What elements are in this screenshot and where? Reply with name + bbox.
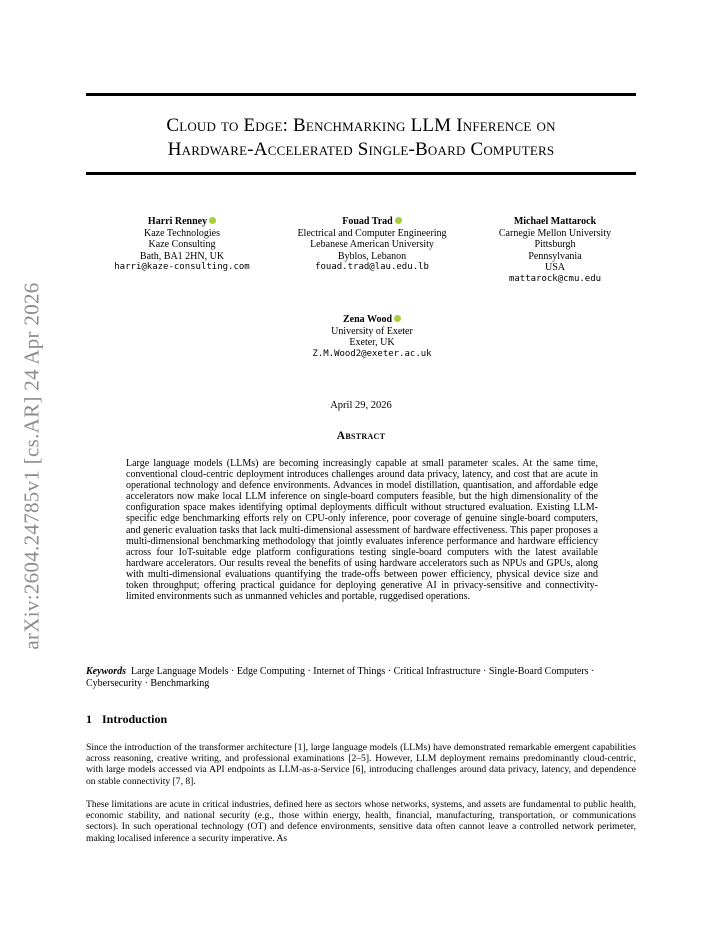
orcid-icon[interactable] bbox=[395, 217, 402, 224]
arxiv-identifier: arXiv:2604.24785v1 [cs.AR] 24 Apr 2026 bbox=[19, 282, 44, 650]
body-paragraph: These limitations are acute in critical industries, defined here as sectors whose networks, systems, and assets are fundamental to public health, economic stability, and national security (e.g., those within energy, health, financial, manufacturing, transportation, or communications sectors). In such operational technology (OT) and defence environments, sensitive data often cannot leave a controlled network perimeter, making localised inference a security imperative. As bbox=[86, 799, 636, 844]
abstract-text: Large language models (LLMs) are becoming increasingly capable at small parameter scales. At the same time, conventional cloud-centric deployment introduces challenges around data privacy, latency, and cost that are acute in operational technology and defence environments. Advances in model distillation, quantisation, and affordable edge accelerators now make local LLM inference on single-board computers feasible, but the high dimensionality of the configuration space makes identifying optimal deployments difficult without structured evaluation. Existing LLM-specific edge benchmarking efforts rely on CPU-only inference, poor coverage of genuine single-board computers, and generic evaluation tasks that lack multi-dimensional assessment of hardware effectiveness. This paper proposes a multi-dimensional benchmarking methodology that jointly evaluates inference performance and hardware efficiency across four IoT-suitable edge platform configurations testing single-board computers with the latest available hardware accelerators. Our results reveal the benefits of using hardware accelerators such as NPUs and GPUs, along with multi-dimensional evaluations quantifying the trade-offs between power efficiency, physical device size and token throughput; offering practical guidance for deploying generative AI in privacy-sensitive and connectivity-limited environments such as unmanned vehicles and portable, ruggedised operations. bbox=[126, 458, 598, 603]
body-paragraph: Since the introduction of the transformer architecture [1], large language models (LLMs) have demonstrated remarkable emergent capabilities across reasoning, creative writing, and professional examinations [2–5]. However, LLM deployment remains predominantly cloud-centric, with large models accessed via API endpoints as LLM-as-a-Service [6], introducing challenges around data privacy, latency, and dependence on stable connectivity [7, 8]. bbox=[86, 742, 636, 787]
title-line-1: Cloud to Edge: Benchmarking LLM Inference on bbox=[166, 115, 556, 136]
author-affiliation: Carnegie Mellon University bbox=[498, 227, 612, 239]
author-fouad-trad bbox=[274, 216, 470, 274]
author-name: Fouad Trad bbox=[342, 216, 393, 227]
author-address: USA bbox=[544, 262, 565, 274]
keywords bbox=[86, 666, 636, 689]
author-email[interactable]: harri@kaze-consulting.com bbox=[114, 262, 250, 273]
section-title: Introduction bbox=[102, 712, 168, 726]
keywords-list: Large Language Models · Edge Computing · Internet of Things · Critical Infrastructure · Single-Board Computers · Cybersecurity · Benchmarking bbox=[86, 666, 595, 689]
section-number: 1 bbox=[86, 712, 92, 726]
author-name: Zena Wood bbox=[343, 314, 392, 325]
abstract-heading: Abstract bbox=[336, 430, 386, 442]
author-zena-wood bbox=[272, 314, 472, 360]
author-name: Michael Mattarock bbox=[513, 216, 597, 227]
author-email[interactable]: fouad.trad@lau.edu.lb bbox=[315, 262, 429, 273]
author-affiliation: Lebanese American University bbox=[310, 239, 434, 251]
title-line-2: Hardware-Accelerated Single-Board Computers bbox=[167, 139, 555, 160]
author-affiliation: Kaze Consulting bbox=[148, 239, 216, 251]
author-address: Byblos, Lebanon bbox=[337, 250, 407, 262]
author-address: Bath, BA1 2HN, UK bbox=[139, 250, 225, 262]
author-affiliation: University of Exeter bbox=[331, 325, 413, 337]
author-address: Exeter, UK bbox=[349, 337, 395, 349]
keywords-label: Keywords bbox=[86, 666, 126, 677]
author-address: Pennsylvania bbox=[528, 250, 582, 262]
author-name: Harri Renney bbox=[147, 216, 208, 227]
author-email[interactable]: mattarock@cmu.edu bbox=[508, 273, 602, 284]
publication-date: April 29, 2026 bbox=[330, 400, 392, 411]
orcid-icon[interactable] bbox=[394, 315, 401, 322]
title-top-rule bbox=[86, 93, 636, 96]
author-email[interactable]: Z.M.Wood2@exeter.ac.uk bbox=[312, 348, 432, 359]
author-harri-renney bbox=[102, 216, 262, 274]
author-affiliation: Kaze Technologies bbox=[143, 227, 221, 239]
title-bottom-rule bbox=[86, 172, 636, 175]
section-heading bbox=[86, 712, 167, 727]
author-affiliation: Electrical and Computer Engineering bbox=[297, 227, 447, 239]
author-address: Pittsburgh bbox=[534, 239, 576, 251]
paper-title bbox=[86, 114, 636, 162]
author-michael-mattarock bbox=[480, 216, 630, 286]
orcid-icon[interactable] bbox=[209, 217, 216, 224]
